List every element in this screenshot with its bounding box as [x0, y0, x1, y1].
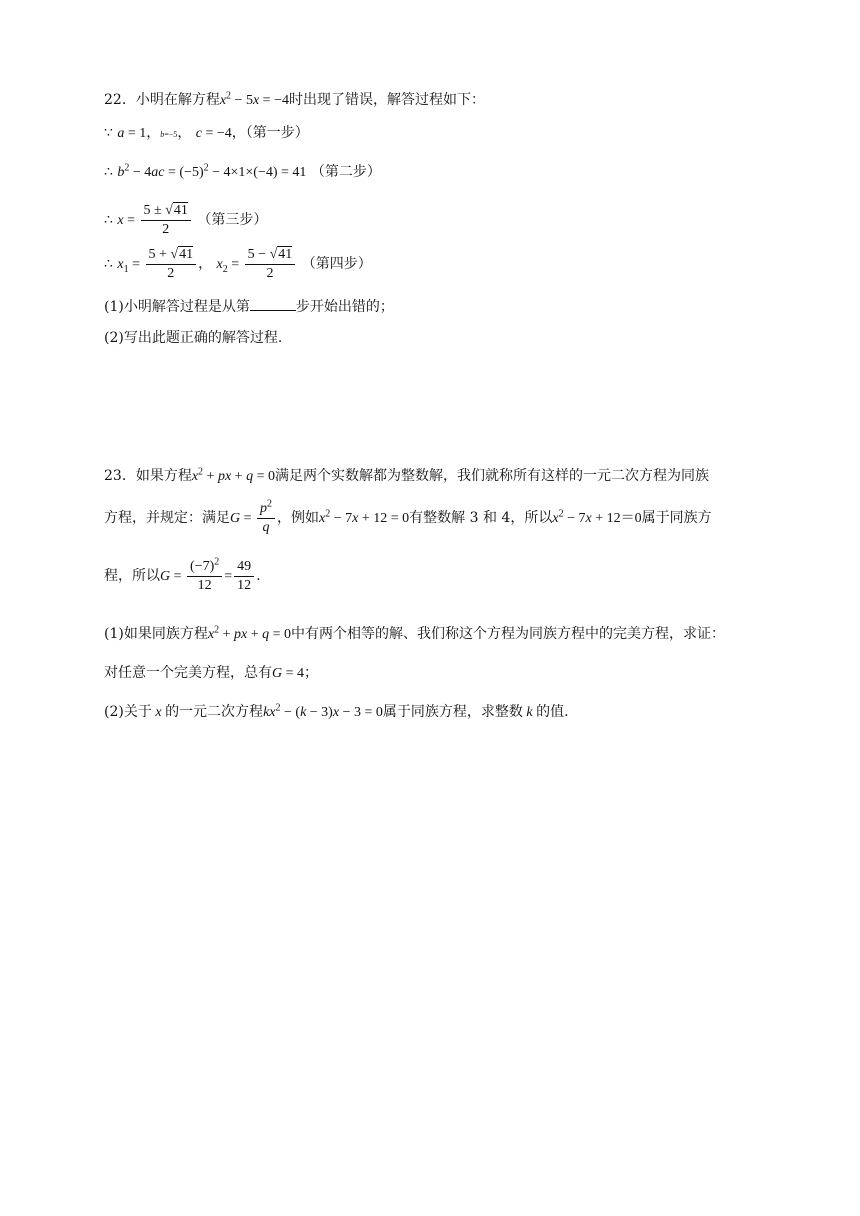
answer-blank[interactable]	[250, 296, 296, 311]
q23-line-1: 23．如果方程$x^2$ + px + q = 0满足两个实数解都为整数解，我们就称所有这样的一元二次方程为同族	[104, 466, 709, 484]
q22-sub-1: (1)小明解答过程是从第 步开始出错的；	[104, 296, 394, 317]
q23-sub-1-cont: 对任意一个完美方程，总有G = 4；	[104, 665, 319, 681]
q22-line-1: 22．小明在解方程$x^2 - 5x = -4$时出现了错误，解答过程如下：	[104, 90, 485, 108]
q22-step-3: ∴ x = $\frac{5 \pm √41}{2}$ （第三步）	[104, 202, 268, 237]
q22-sub-2: (2)写出此题正确的解答过程.	[104, 330, 283, 346]
q23-sub-1: (1)如果同族方程$x^2$ + px + q = 0中有两个相等的解、我们称这个方程为同族方程中的完美方程，求证：	[104, 624, 725, 642]
q23-sub-2: (2)关于 x 的一元二次方程$kx^2 - (k - 3)x - 3 = 0$属于同族方程，求整数 k 的值.	[104, 702, 569, 720]
q23-number: 23．	[104, 468, 136, 484]
q23-line-2: 方程，并规定：满足G = $\frac{p^2}{q}$ ，例如$x^2 - 7x + 12 = 0$有整数解 3 和 4，所以$x^2 - 7x + 12=0$属于同族方	[104, 497, 712, 535]
q22-number: 22．	[104, 92, 136, 108]
q22-step-4: ∴ $x_1$ = $\frac{5 + √41}{2}$ ， $x_2$ = $\frac{5 - √41}{2}$ （第四步）	[104, 246, 372, 281]
equation: $x^2 - 5x = -4$	[219, 90, 289, 108]
q22-step-1: ∵ a = 1，b=−5， c = −4，（第一步）	[104, 125, 309, 141]
q23-line-3: 程，所以G = $\frac{(-7)^2}{12}$ = $\frac{49}{12}$ .	[104, 555, 261, 593]
q22-step-2: ∴ $b^2 - 4ac = (-5)^2 - 4\times 1\times(-4) = 41$ （第二步）	[104, 162, 381, 180]
